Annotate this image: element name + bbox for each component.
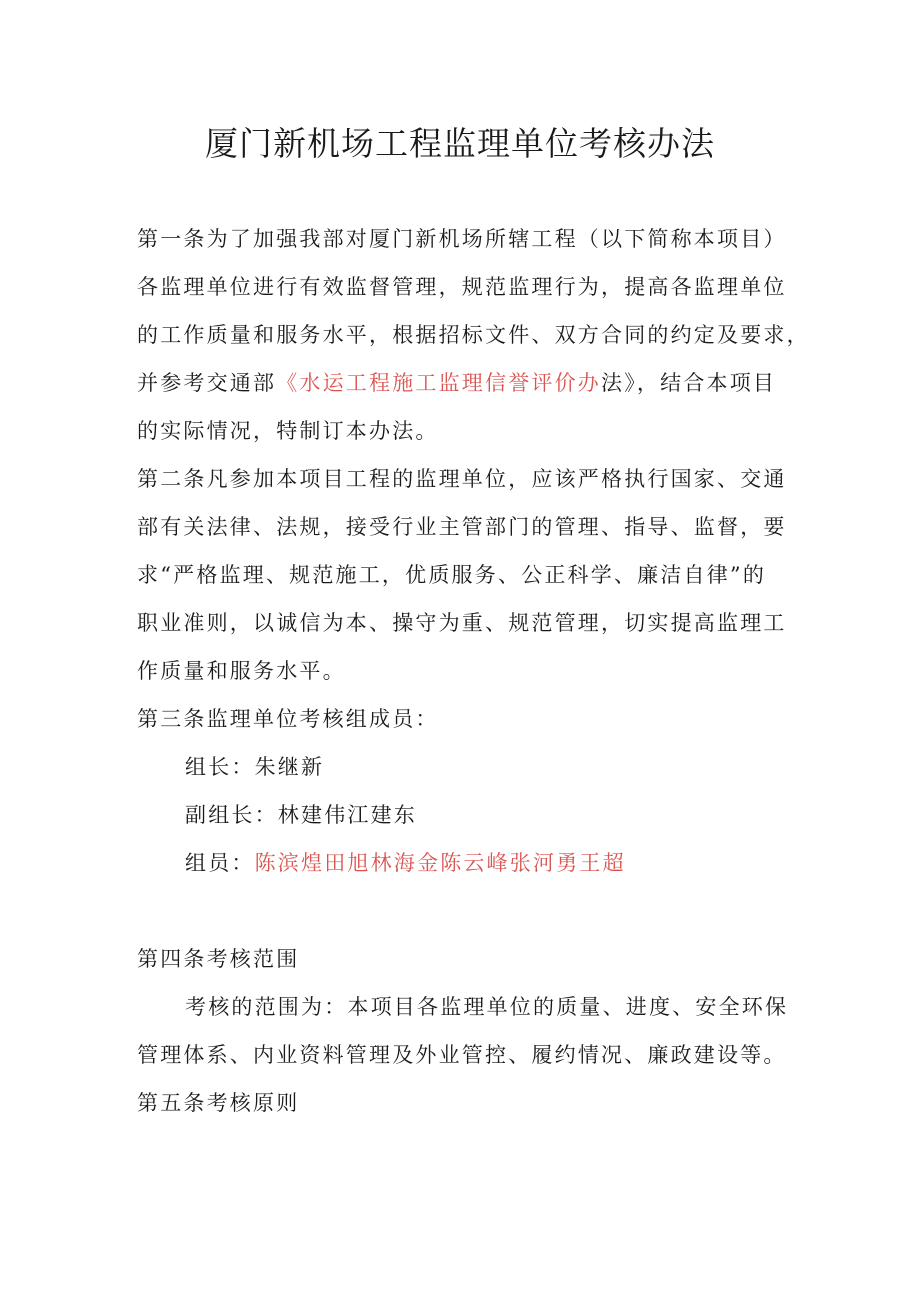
article4-line1: 考核的范围为：本项目各监理单位的质量、进度、安全环保 (185, 995, 789, 1019)
article1-line3: 的工作质量和服务水平，根据招标文件、双方合同的约定及要求， (137, 323, 810, 347)
team-leader: 组长：朱继新 (185, 755, 325, 779)
article1-line2: 各监理单位进行有效监督管理，规范监理行为，提高各监理单位 (137, 275, 787, 299)
article2-line5: 作质量和服务水平。 (137, 659, 346, 683)
referenced-regulation-title: 《水运工程施工监理信誉评价办 (276, 371, 602, 395)
article3-heading: 第三条监理单位考核组成员： (137, 707, 439, 731)
team-members-names: 陈滨煌田旭林海金陈云峰张河勇王超 (254, 851, 626, 875)
article1-line1: 第一条为了加强我部对厦门新机场所辖工程（以下简称本项目） (137, 227, 787, 251)
article4-line2: 管理体系、内业资料管理及外业管控、履约情况、廉政建设等。 (137, 1043, 787, 1067)
team-members-label: 组员： (185, 851, 255, 875)
team-deputy-leader: 副组长：林建伟江建东 (185, 803, 417, 827)
team-members (185, 847, 626, 877)
document-title: 厦门新机场工程监理单位考核办法 (205, 124, 715, 163)
article1-line4 (137, 367, 776, 397)
article5-heading: 第五条考核原则 (137, 1091, 300, 1115)
article1-line5: 的实际情况，特制订本办法。 (137, 419, 439, 443)
article2-line3: 求“严格监理、规范施工，优质服务、公正科学、廉洁自律”的 (137, 563, 767, 587)
article4-heading: 第四条考核范围 (137, 947, 300, 971)
article2-line1: 第二条凡参加本项目工程的监理单位，应该严格执行国家、交通 (137, 467, 787, 491)
article1-line4-text: 并参考交通部 (137, 371, 277, 395)
article1-line4-tail: 法》，结合本项目 (601, 371, 777, 395)
article2-line2: 部有关法律、法规，接受行业主管部门的管理、指导、监督，要 (137, 515, 787, 539)
article2-line4: 职业准则，以诚信为本、操守为重、规范管理，切实提高监理工 (137, 611, 787, 635)
